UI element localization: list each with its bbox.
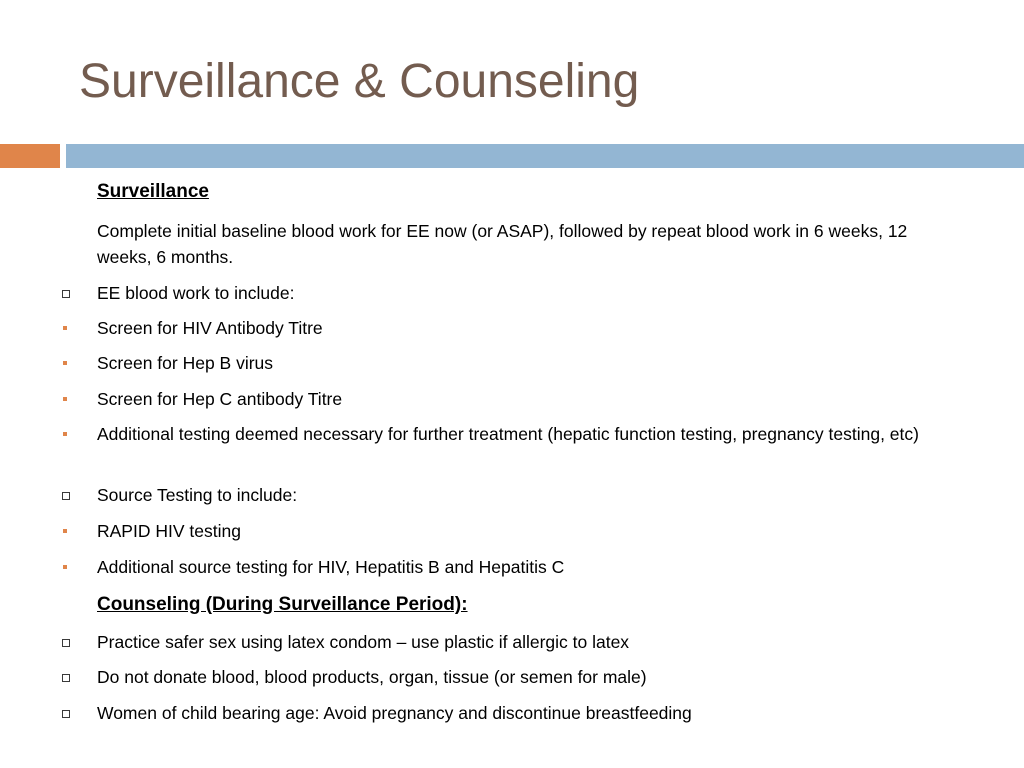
square-bullet-icon	[63, 432, 67, 436]
hollow-square-bullet-icon	[62, 290, 70, 298]
square-bullet-icon	[63, 565, 67, 569]
hollow-square-bullet-icon	[62, 710, 70, 718]
intro-text: Complete initial baseline blood work for EE now (or ASAP), followed by repeat blood work in 6 weeks, 12 weeks, 6 months.	[97, 221, 908, 267]
ee-item: Screen for Hep B virus	[97, 353, 274, 373]
ee-item: Screen for Hep C antibody Titre	[97, 389, 343, 409]
ee-item: Screen for HIV Antibody Titre	[97, 318, 323, 338]
source-item: Additional source testing for HIV, Hepatitis B and Hepatitis C	[97, 557, 565, 577]
ee-heading: EE blood work to include:	[97, 283, 295, 303]
source-item: RAPID HIV testing	[97, 521, 241, 541]
square-bullet-icon	[63, 361, 67, 365]
counseling-item: Practice safer sex using latex condom – use plastic if allergic to latex	[97, 632, 630, 652]
slide-title: Surveillance & Counseling	[79, 55, 640, 108]
surveillance-heading: Surveillance	[97, 181, 209, 202]
hollow-square-bullet-icon	[62, 492, 70, 500]
counseling-item: Women of child bearing age: Avoid pregnancy and discontinue breastfeeding	[97, 703, 692, 723]
square-bullet-icon	[63, 529, 67, 533]
ee-item: Additional testing deemed necessary for further treatment (hepatic function testing, pregnancy testing, etc)	[97, 424, 919, 444]
counseling-item: Do not donate blood, blood products, organ, tissue (or semen for male)	[97, 667, 647, 687]
counseling-heading: Counseling (During Surveillance Period):	[97, 594, 468, 615]
square-bullet-icon	[63, 397, 67, 401]
source-heading: Source Testing to include:	[97, 485, 298, 505]
hollow-square-bullet-icon	[62, 674, 70, 682]
hollow-square-bullet-icon	[62, 639, 70, 647]
square-bullet-icon	[63, 326, 67, 330]
